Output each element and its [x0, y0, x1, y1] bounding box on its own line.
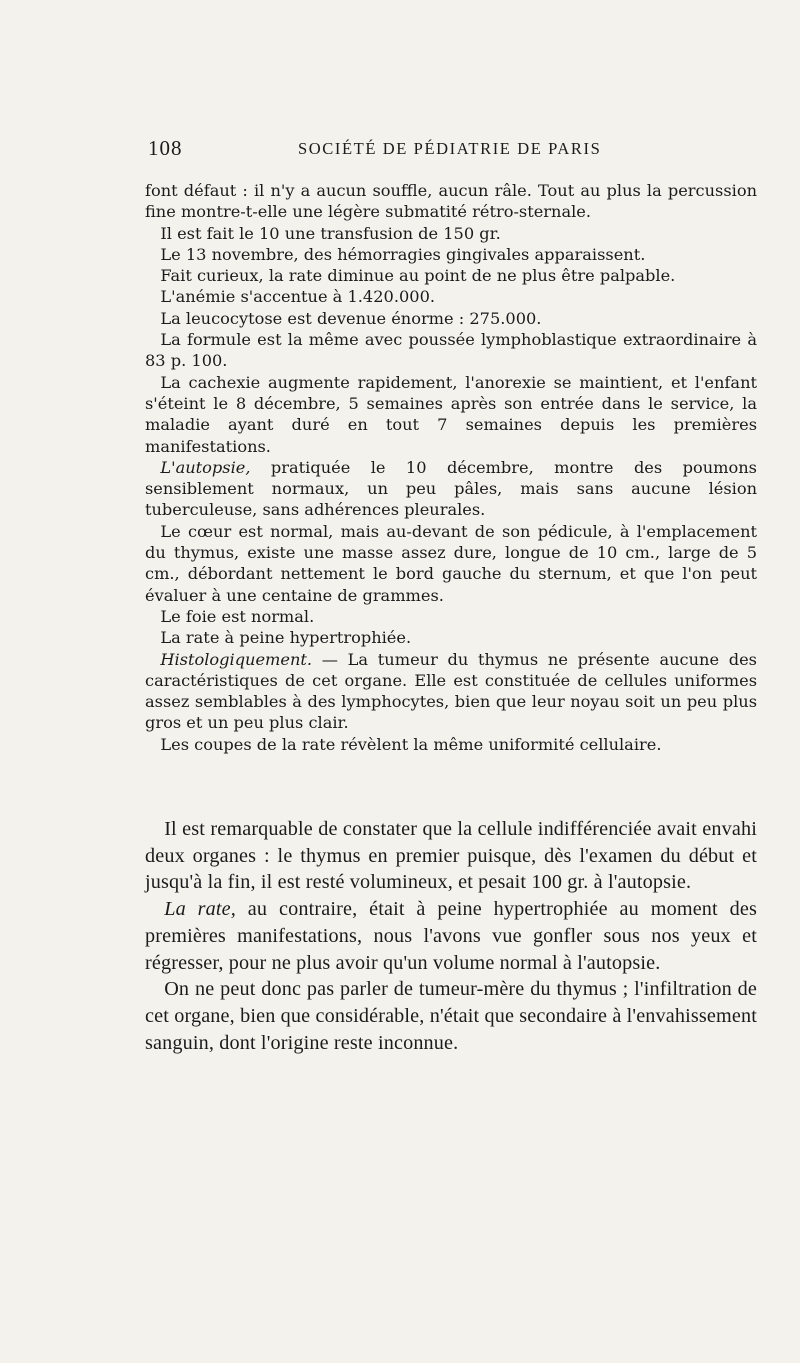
spleen-label: La rate,	[164, 898, 236, 921]
case-paragraph: Fait curieux, la rate diminue au point de ne plus être palpable.	[160, 266, 676, 286]
page-header	[148, 136, 758, 166]
page-number: 108	[148, 136, 183, 160]
case-paragraph	[145, 457, 757, 521]
discussion-paragraph: Il est remarquable de constater que la cellule indifférenciée avait envahi deux organes : le thymus en premier puisque, dès l'examen du début et jusqu'à la fin, il est resté volumineux, et pesait 100 gr. à l'autopsie.	[145, 818, 757, 894]
autopsy-label: L'autopsie,	[160, 457, 251, 477]
histology-text: — La tumeur du thymus ne présente aucune des caractéristiques de cet organe. Elle est constituée de cellules uniformes assez semblables à des lymphocytes, bien que leur noyau soit un peu plus gros et un peu plus clair.	[145, 649, 757, 733]
case-paragraph: Le 13 novembre, des hémorragies gingivales apparaissent.	[160, 244, 646, 264]
case-paragraph: font défaut : il n'y a aucun souffle, aucun râle. Tout au plus la percussion fine montre-t-elle une légère submatité rétro-sternale.	[145, 181, 757, 222]
case-paragraph: Les coupes de la rate révèlent la même uniformité cellulaire.	[160, 734, 662, 754]
spleen-text: au contraire, était à peine hypertrophiée au moment des premières manifestations, nous l'avons vue gonfler sous nos yeux et régresser, pour ne plus avoir qu'un volume normal à l'autopsie.	[145, 898, 757, 974]
running-head: SOCIÉTÉ DE PÉDIATRIE DE PARIS	[298, 139, 602, 158]
discussion-section	[145, 816, 757, 1056]
case-report-section	[145, 180, 757, 755]
case-paragraph: L'anémie s'accentue à 1.420.000.	[160, 287, 436, 307]
discussion-paragraph	[145, 896, 757, 976]
case-paragraph: La leucocytose est devenue énorme : 275.000.	[160, 308, 542, 328]
case-paragraph	[145, 649, 757, 734]
histology-label: Histologiquement.	[160, 649, 313, 669]
case-paragraph: Le foie est normal.	[160, 606, 315, 626]
autopsy-text: pratiquée le 10 décembre, montre des poumons sensiblement normaux, un peu pâles, mais sans aucune lésion tuberculeuse, sans adhérences pleurales.	[145, 457, 757, 520]
case-paragraph: La formule est la même avec poussée lymphoblastique extraordinaire à 83 p. 100.	[145, 330, 757, 371]
case-paragraph: La rate à peine hypertrophiée.	[160, 628, 412, 648]
discussion-paragraph: On ne peut donc pas parler de tumeur-mère du thymus ; l'infiltration de cet organe, bien que considérable, n'était que secondaire à l'envahissement sanguin, dont l'origine reste inconnue.	[145, 978, 757, 1054]
case-paragraph: La cachexie augmente rapidement, l'anorexie se maintient, et l'enfant s'éteint le 8 décembre, 5 semaines après son entrée dans le service, la maladie ayant duré en tout 7 semaines depuis les premières manifestations.	[145, 372, 757, 456]
case-paragraph: Le cœur est normal, mais au-devant de son pédicule, à l'emplacement du thymus, existe une masse assez dure, longue de 10 cm., large de 5 cm., débordant nettement le bord gauche du sternum, et que l'on peut évaluer à une centaine de grammes.	[145, 521, 757, 605]
case-paragraph: Il est fait le 10 une transfusion de 150 gr.	[160, 223, 501, 243]
